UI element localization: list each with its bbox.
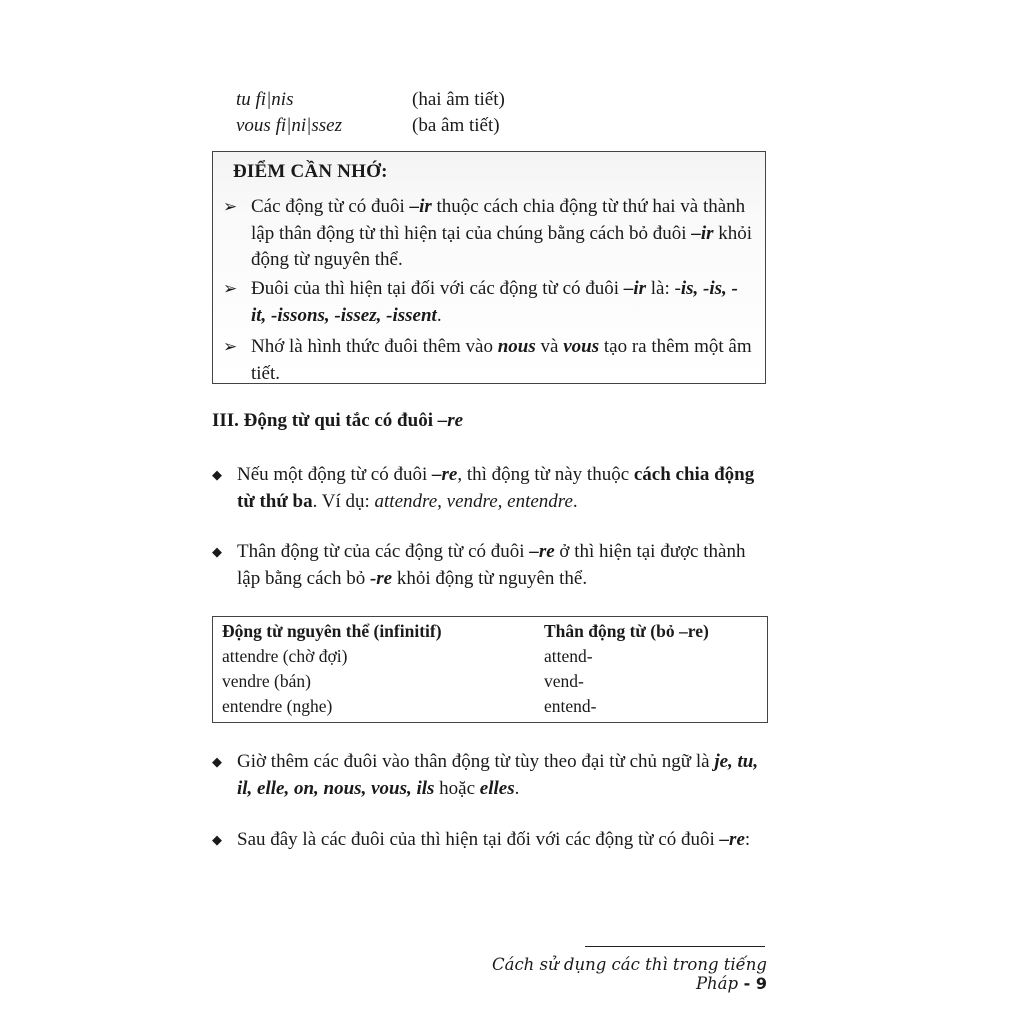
key-points-box — [212, 151, 766, 384]
pronoun-emphasis: elles — [479, 777, 515, 799]
text-run: . Ví dụ: — [312, 490, 375, 512]
suffix-emphasis: –re — [529, 541, 555, 562]
bullet-text — [237, 749, 768, 802]
key-point-item — [223, 276, 753, 329]
heading-text: III. Động từ qui tắc có đuôi — [212, 410, 438, 431]
pronoun-emphasis: vous — [563, 336, 600, 357]
bullet-text — [237, 462, 768, 515]
text-run: Sau đây là các đuôi của thì hiện tại đối với các động từ có đuôi — [237, 829, 720, 850]
syllable-example — [236, 113, 500, 139]
text-run: tạo ra thêm một âm tiết. — [251, 336, 752, 384]
text-run: là: - — [646, 278, 681, 299]
arrow-bullet-icon: ➢ — [223, 279, 238, 298]
cell-infinitive: vendre (bán) — [222, 671, 311, 691]
bullet-paragraph — [212, 462, 768, 515]
syllable-example — [236, 87, 505, 113]
text-run: ở thì hiện tại được thành lập bằng cách bỏ — [237, 541, 746, 589]
suffix-emphasis: –re — [432, 464, 458, 485]
header-infinitive: Động từ nguyên thể (infinitif) — [222, 621, 442, 641]
text-run: , thì động từ này thuộc — [457, 464, 634, 485]
endings-emphasis: is, -is, -it, -issons, -issez, -issent — [251, 278, 738, 326]
text-run: và — [535, 336, 564, 357]
key-point-item — [223, 334, 753, 387]
key-point-text — [251, 276, 753, 329]
suffix-emphasis: -re — [369, 567, 393, 589]
suffix-emphasis: –ir — [623, 278, 647, 299]
text-run: : — [744, 829, 751, 850]
key-point-item — [223, 194, 753, 274]
verb-stem-table — [212, 616, 768, 723]
text-run: . — [572, 490, 578, 512]
key-points-title: ĐIỂM CẦN NHỚ: — [233, 161, 388, 182]
table-row — [213, 669, 767, 694]
example-word: vous fi|ni|ssez — [236, 115, 342, 136]
syllable-count-note: (ba âm tiết) — [412, 115, 500, 136]
table-row — [213, 644, 767, 669]
cell-infinitive: entendre (nghe) — [222, 696, 333, 716]
suffix-emphasis: –ir — [409, 196, 432, 217]
text-run: Nếu một động từ có đuôi — [237, 464, 433, 485]
diamond-bullet-icon: ◆ — [212, 544, 222, 559]
diamond-bullet-icon: ◆ — [212, 832, 222, 847]
book-title: Cách sử dụng các thì trong tiếng Pháp — [491, 955, 767, 993]
cell-stem: vend- — [544, 671, 584, 691]
section-heading — [212, 410, 463, 432]
diamond-bullet-icon: ◆ — [212, 467, 222, 482]
bullet-paragraph — [212, 827, 768, 854]
bullet-paragraph — [212, 539, 768, 592]
heading-suffix: –re — [437, 410, 464, 431]
footer-divider — [585, 946, 765, 947]
arrow-bullet-icon: ➢ — [223, 197, 238, 216]
key-point-text — [251, 334, 753, 387]
bullet-text — [237, 539, 768, 592]
suffix-emphasis: –re — [719, 829, 745, 850]
text-run: khỏi động từ nguyên thể. — [392, 567, 588, 589]
table-header-row — [213, 619, 767, 644]
footer-separator: - — [738, 974, 756, 993]
text-run: Nhớ là hình thức đuôi thêm vào — [251, 336, 498, 357]
bullet-text — [237, 827, 768, 854]
text-run: khỏi động từ nguyên thể. — [251, 222, 753, 270]
bullet-paragraph — [212, 749, 768, 802]
cell-infinitive: attendre (chờ đợi) — [222, 646, 348, 666]
page-number: 9 — [755, 974, 767, 993]
text-run: . — [436, 304, 442, 326]
text-run: Giờ thêm các đuôi vào thân động từ tùy theo đại từ chủ ngữ là — [237, 751, 715, 772]
text-run: thuộc cách chia động từ thứ hai và thành lập thân động từ thì hiện tại của chúng bằng cách bỏ đuôi — [251, 196, 746, 244]
example-verbs: attendre, vendre, entendre — [374, 490, 573, 512]
diamond-bullet-icon: ◆ — [212, 754, 222, 769]
text-run: Đuôi của thì hiện tại đối với các động từ có đuôi — [251, 278, 624, 299]
cell-stem: attend- — [544, 646, 593, 666]
text-run: Các động từ có đuôi — [251, 196, 410, 217]
pronoun-emphasis: nous — [497, 336, 536, 357]
page-footer — [445, 955, 767, 993]
text-run: hoặc — [434, 777, 480, 799]
arrow-bullet-icon: ➢ — [223, 337, 238, 356]
pronouns-emphasis: je, tu, il, elle, on, nous, vous, ils — [237, 751, 759, 799]
example-word: tu fi|nis — [236, 89, 294, 110]
conjugation-group-emphasis: cách chia động từ thứ ba — [237, 464, 755, 512]
text-run: Thân động từ của các động từ có đuôi — [237, 541, 530, 562]
key-point-text — [251, 194, 753, 274]
text-run: . — [514, 777, 520, 799]
suffix-emphasis: –ir — [691, 222, 714, 244]
cell-stem: entend- — [544, 696, 597, 716]
table-row — [213, 694, 767, 719]
header-stem: Thân động từ (bỏ –re) — [544, 621, 709, 641]
syllable-count-note: (hai âm tiết) — [412, 89, 505, 110]
